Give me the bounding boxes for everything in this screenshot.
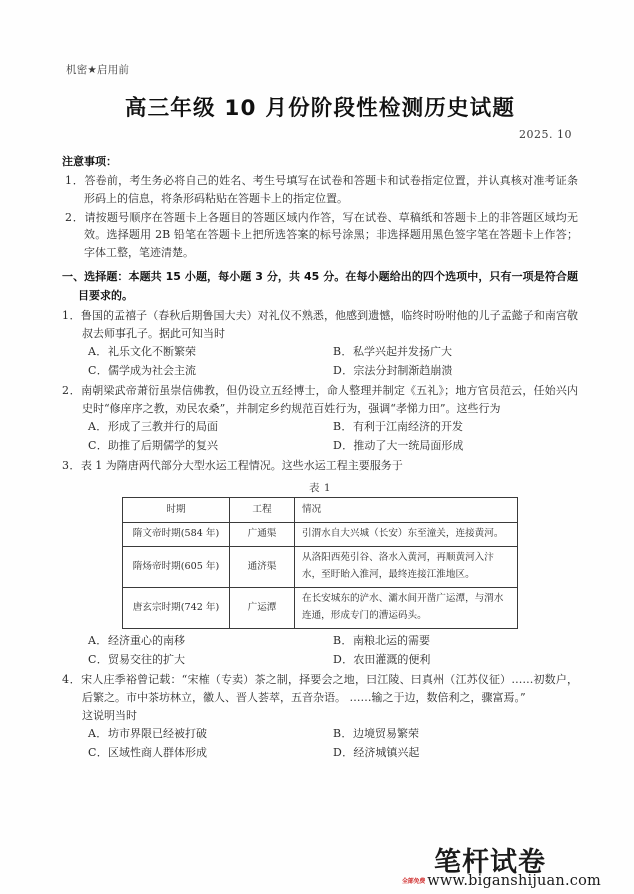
option-letter: A． (88, 419, 108, 433)
cell-detail: 在长安城东的浐水、灞水间开凿广运潭，与渭水连通，形成专门的漕运码头。 (295, 587, 518, 628)
option-letter: D． (333, 438, 354, 452)
question-stem (62, 382, 578, 418)
option-text: 礼乐文化不断繁荣 (108, 345, 196, 359)
option-text: 农田灌溉的便利 (353, 652, 431, 666)
option-d[interactable] (333, 744, 578, 763)
cell-project: 广通渠 (230, 523, 295, 547)
question-text: 表 1 为隋唐两代部分大型水运工程情况。这些水运工程主要服务于 (80, 458, 403, 472)
site-watermark (402, 849, 622, 888)
question-text: 宋人庄季裕曾记载：“宋榷（专卖）茶之制，择要会之地，曰江陵、曰真州（江苏仪征）……初数户，后繁之。市中茶坊林立，徽人、晋人荟萃，五音杂语。 ……输之于边，数倍利之，骤富焉。” (81, 672, 578, 704)
cell-project: 广运潭 (230, 587, 295, 628)
watermark-url: www.biganshijuan.com (427, 872, 601, 889)
option-c[interactable] (88, 651, 333, 670)
question-stem-continuation: 这说明当时 (82, 708, 137, 722)
notice-item-number: 1． (65, 174, 85, 187)
option-letter: B． (333, 633, 353, 647)
question-number: 1． (62, 309, 81, 322)
option-letter: B． (333, 345, 353, 359)
section-heading-multiple-choice: 一、选择题：本题共 15 小题，每小题 3 分，共 45 分。在每小题给出的四个选项中，只有一项是符合题目要求的。 (62, 270, 578, 302)
option-a[interactable] (88, 632, 333, 651)
table-row (123, 546, 518, 587)
option-d[interactable] (333, 362, 578, 381)
option-text: 边境贸易繁荣 (353, 726, 419, 740)
option-letter: D． (333, 363, 354, 377)
table-header (123, 497, 518, 523)
option-text: 贸易交往的扩大 (108, 652, 186, 666)
notice-heading: 注意事项： (62, 155, 117, 168)
option-b[interactable] (333, 725, 578, 744)
option-a[interactable] (88, 343, 333, 362)
notice-item (62, 209, 578, 262)
watermark-brand: 笔杆试卷 (434, 847, 546, 879)
option-text: 经济城镇兴起 (353, 745, 420, 759)
question-3 (62, 457, 578, 670)
question-number: 4． (62, 672, 82, 686)
column-header-project: 工程 (230, 497, 295, 523)
notice-item-text: 答卷前，考生务必将自己的姓名、考生号填写在试卷和答题卡和试卷指定位置，并认真核对准考证条形码上的信息，将条形码粘贴在答题卡上的指定位置。 (84, 174, 579, 205)
cell-detail: 从洛阳西苑引谷、洛水入黄河，再顺黄河入汴水，至盱眙入淮河，最终连接江淮地区。 (295, 546, 518, 587)
question-1 (62, 307, 578, 381)
notice-item-text: 请按题号顺序在答题卡上各题目的答题区域内作答，写在试卷、草稿纸和答题卡上的非答题区域均无效。选择题用 2B 铅笔在答题卡上把所选答案的标号涂黑；非选择题用黑色签字笔在答题卡上作答；字体工整，笔迹清楚。 (84, 210, 579, 260)
question-number: 3． (62, 458, 81, 472)
option-b[interactable] (333, 632, 578, 651)
option-text: 推动了大一统局面形成 (353, 438, 464, 452)
option-text: 形成了三教并行的局面 (108, 419, 218, 433)
notice-list (62, 172, 578, 262)
table-body (123, 523, 518, 629)
option-text: 坊市界限已经被打破 (108, 726, 207, 740)
watermark-url-row (402, 874, 622, 889)
question-4 (62, 671, 578, 763)
option-letter: D． (333, 652, 354, 666)
watermark-free-tag: 全部免费 (402, 878, 426, 885)
option-letter: B． (333, 419, 353, 433)
notice-item-number: 2． (65, 210, 85, 224)
question-stem (62, 307, 578, 343)
option-grid (62, 343, 578, 381)
question-stem (62, 457, 578, 475)
question-text: 鲁国的孟禧子（春秋后期鲁国大夫）对礼仪不熟悉，他感到遗憾，临终时吩咐他的儿子孟懿子和南宫敬叔去师事孔子。据此可知当时 (80, 309, 578, 341)
column-header-detail: 情况 (295, 497, 518, 523)
page-title: 高三年级 10 月份阶段性检测历史试题 (124, 96, 516, 121)
cell-period: 隋文帝时期(584 年) (123, 523, 230, 547)
option-text: 儒学成为社会主流 (108, 363, 197, 377)
option-text: 助推了后期儒学的复兴 (108, 438, 219, 452)
notice-item (62, 172, 578, 208)
table-caption: 表 1 (308, 481, 332, 494)
table-row (123, 523, 518, 547)
option-letter: C． (88, 363, 109, 377)
option-a[interactable] (88, 725, 333, 744)
column-header-period: 时期 (123, 497, 230, 523)
option-letter: A． (88, 726, 108, 740)
question-2 (62, 382, 578, 456)
water-projects-table (122, 497, 518, 629)
option-grid (62, 725, 578, 763)
question-stem (62, 671, 578, 707)
option-text: 经济重心的南移 (108, 633, 185, 647)
option-d[interactable] (333, 651, 578, 670)
cell-detail: 引渭水自大兴城（长安）东至潼关，连接黄河。 (295, 523, 518, 547)
option-b[interactable] (333, 418, 578, 437)
cell-project: 通济渠 (230, 546, 295, 587)
option-text: 宗法分封制渐趋崩溃 (353, 363, 453, 377)
secrecy-label: 机密★启用前 (66, 64, 130, 76)
option-letter: A． (88, 345, 108, 359)
exam-date: 2025. 10 (519, 128, 572, 141)
option-letter: B． (333, 726, 353, 740)
option-letter: C． (88, 652, 109, 666)
option-b[interactable] (333, 343, 578, 362)
table-row (123, 587, 518, 628)
option-letter: A． (88, 633, 108, 647)
option-c[interactable] (88, 362, 333, 381)
option-text: 私学兴起并发扬广大 (353, 345, 452, 359)
cell-period: 唐玄宗时期(742 年) (123, 587, 230, 628)
question-text: 南朝梁武帝萧衍虽崇信佛教，但仍设立五经博士，命人整理并制定《五礼》；地方官员范云，任始兴内史时“修庠序之教，劝民农桑”，并制定乡约规范百姓行为，强调“孝悌力田”。这些行为 (81, 383, 578, 415)
option-letter: C． (88, 438, 109, 452)
option-text: 区域性商人群体形成 (108, 745, 208, 759)
option-letter: C． (88, 745, 109, 759)
cell-period: 隋炀帝时期(605 年) (123, 546, 230, 587)
question-number: 2． (62, 383, 82, 397)
option-a[interactable] (88, 418, 333, 437)
option-text: 有利于江南经济的开发 (353, 419, 463, 433)
option-grid (62, 418, 578, 456)
option-c[interactable] (88, 744, 333, 763)
option-text: 南粮北运的需要 (353, 633, 430, 647)
table-header-row (123, 497, 518, 523)
option-d[interactable] (333, 437, 578, 456)
option-grid (62, 632, 578, 670)
option-c[interactable] (88, 437, 333, 456)
option-letter: D． (333, 745, 354, 759)
